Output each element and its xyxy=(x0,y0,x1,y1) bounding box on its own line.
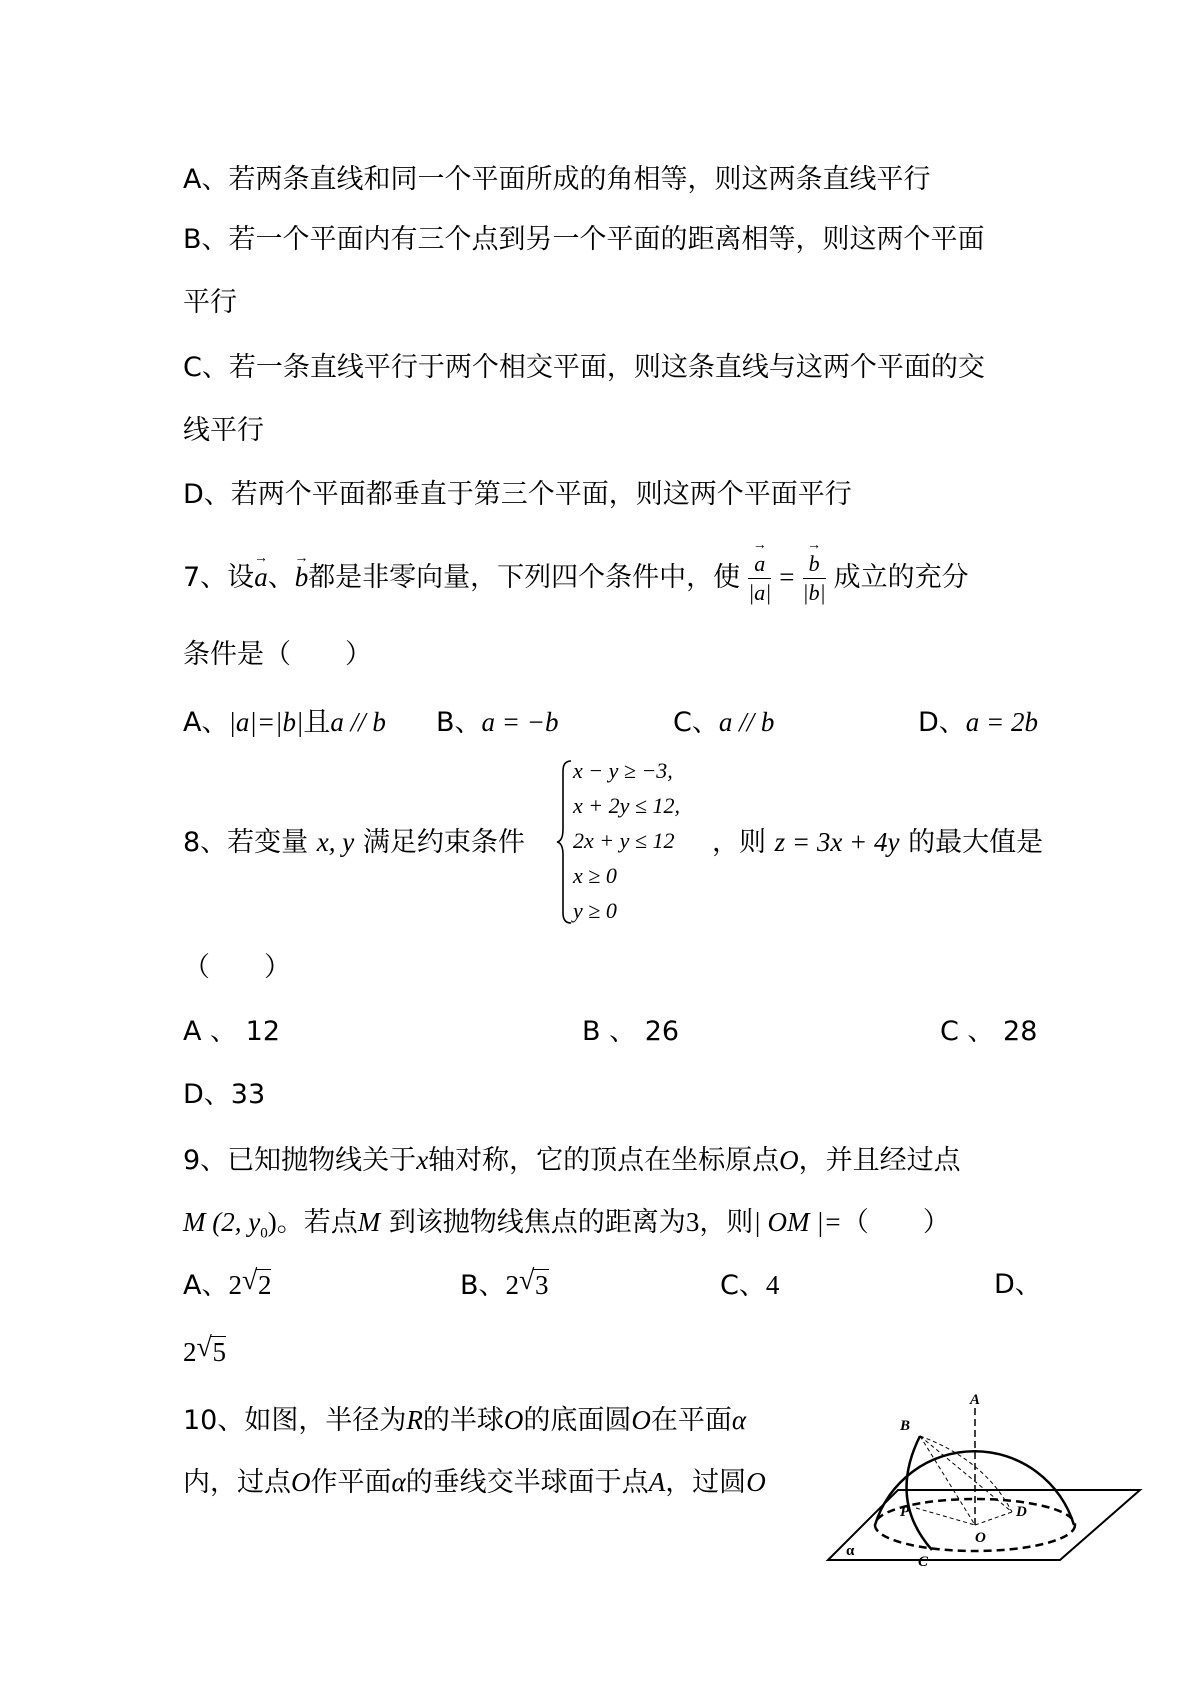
constraint-1: x − y ≥ −3, xyxy=(573,758,673,783)
q7-option-d: D、a = 2b xyxy=(918,707,1039,738)
q6-option-b-line1: B、若一个平面内有三个点到另一个平面的距离相等，则这两个平面 xyxy=(183,224,985,255)
constraint-3: 2x + y ≤ 12 xyxy=(573,828,675,853)
vector-a: → a xyxy=(254,557,268,597)
q7-option-c: C、a // b xyxy=(673,707,775,738)
q7-stem-line2: 条件是（ ） xyxy=(183,639,372,670)
q8-option-d: D、33 xyxy=(183,1079,266,1110)
q6-option-b-line2: 平行 xyxy=(183,287,237,318)
label-alpha: α xyxy=(846,1543,855,1559)
q7-stem-line1: 7、设→ a、→ b都是非零向量，下列四个条件中，使 → $\frac{a}{|a|}$ = → $\frac{b}{|b|}$ 成立的充分 xyxy=(183,550,969,607)
q9-stem-line2: M (2, $y_0$)。若点M 到该抛物线焦点的距离为3，则| OM |=（ ） xyxy=(183,1207,950,1242)
q8-stem-left: 8、若变量 x, y 满足约束条件 xyxy=(183,827,525,858)
fraction-b-over-norm-b: → $\frac{b}{|b|}$ xyxy=(799,550,830,607)
q6-option-a: A、若两条直线和同一个平面所成的角相等，则这两条直线平行 xyxy=(183,164,931,195)
constraint-5: y ≥ 0 xyxy=(573,898,617,923)
fraction-a-over-norm-a: → $\frac{a}{|a|}$ xyxy=(744,550,775,607)
q9-option-a: A、2 √ 2 xyxy=(183,1265,272,1301)
q8-option-b: B 、 26 xyxy=(582,1016,680,1047)
hemisphere-figure xyxy=(820,1390,1150,1570)
q9-option-b: B、2 √ 3 xyxy=(460,1265,549,1301)
arc-bc xyxy=(907,1436,932,1550)
q8-option-c: C 、 28 xyxy=(940,1016,1038,1047)
label-p: P xyxy=(900,1504,910,1520)
label-o: O xyxy=(975,1530,986,1546)
chord-bo xyxy=(920,1436,975,1525)
q9-option-d-value: 2 √ 5 xyxy=(183,1332,226,1367)
q7-option-b: B、a = −b xyxy=(436,707,559,738)
q6-option-c-line2: 线平行 xyxy=(183,415,264,446)
q10-stem-line1: 10、如图，半径为R的半球O的底面圆O在平面α xyxy=(183,1405,747,1436)
q6-option-d: D、若两个平面都垂直于第三个平面，则这两个平面平行 xyxy=(183,479,852,510)
left-brace-icon xyxy=(555,757,575,927)
q8-option-a: A 、 12 xyxy=(183,1016,280,1047)
label-d: D xyxy=(1016,1504,1027,1520)
segment-od xyxy=(975,1512,1012,1525)
constraint-system xyxy=(555,757,705,927)
label-c: C xyxy=(918,1554,929,1570)
q7-option-a: A、|a|=|b|且a // b xyxy=(183,707,386,738)
q10-stem-line2: 内，过点O作平面α的垂线交半球面于点A，过圆O xyxy=(183,1467,766,1498)
q8-answer-paren: （ ） xyxy=(183,952,291,983)
q9-option-c: C、4 xyxy=(720,1270,780,1301)
label-a: A xyxy=(970,1392,981,1408)
vector-b: → b xyxy=(295,557,309,597)
label-b: B xyxy=(900,1418,911,1434)
q8-stem-right: ，则 z = 3x + 4y 的最大值是 xyxy=(712,827,1044,858)
constraint-4: x ≥ 0 xyxy=(573,863,617,888)
q9-option-d-label: D、 xyxy=(994,1269,1042,1300)
constraint-2: x + 2y ≤ 12, xyxy=(573,793,680,818)
chord-bd xyxy=(920,1436,1012,1512)
q9-stem-line1: 9、已知抛物线关于x轴对称，它的顶点在坐标原点O，并且经过点 xyxy=(183,1145,961,1176)
q6-option-c-line1: C、若一条直线平行于两个相交平面，则这条直线与这两个平面的交 xyxy=(183,352,985,383)
